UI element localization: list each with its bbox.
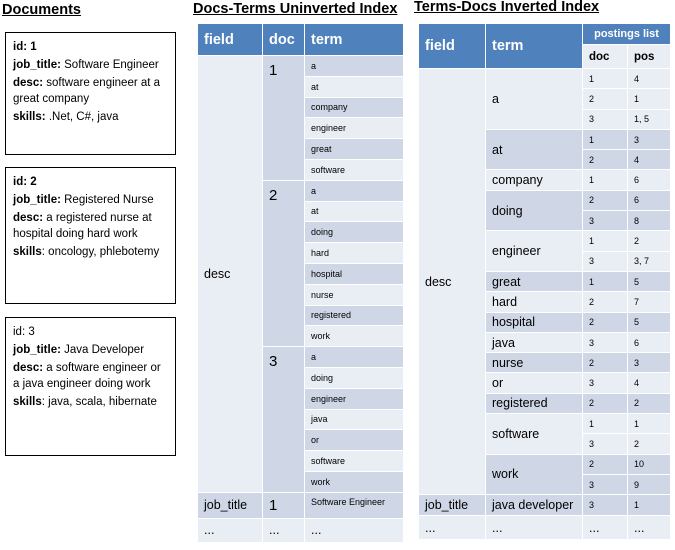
- posting-pos-cell: 3: [628, 129, 671, 149]
- inverted-index-title: Terms-Docs Inverted Index: [414, 0, 600, 15]
- posting-pos-cell: 9: [628, 474, 671, 494]
- skills-label: skills: [13, 246, 42, 258]
- doc-id-cell: 2: [263, 180, 305, 346]
- ellipsis-cell: ...: [583, 516, 628, 540]
- skills-label: skills: [13, 396, 42, 408]
- posting-doc-cell: 1: [583, 414, 628, 434]
- term-cell: hard: [305, 243, 404, 264]
- id-value: 2: [30, 176, 37, 188]
- document-card-2: [5, 167, 176, 304]
- doc-header: doc: [583, 45, 628, 69]
- posting-doc-cell: 2: [583, 89, 628, 109]
- desc-label: desc:: [13, 77, 44, 89]
- term-cell: doing: [305, 222, 404, 243]
- term-cell: software: [305, 159, 404, 180]
- document-card-1: [5, 32, 176, 155]
- term-cell: doing: [486, 190, 583, 231]
- uninverted-job-title-row: [198, 492, 404, 518]
- ellipsis-cell: ...: [198, 518, 263, 542]
- posting-pos-cell: 1: [628, 414, 671, 434]
- posting-pos-cell: 5: [628, 312, 671, 332]
- posting-doc-cell: 2: [583, 150, 628, 170]
- uninverted-ellipsis-row: [198, 518, 404, 542]
- inverted-row: [419, 69, 671, 89]
- posting-pos-cell: 1, 5: [628, 109, 671, 129]
- term-cell: engineer: [305, 388, 404, 409]
- term-cell: java: [305, 409, 404, 430]
- posting-doc-cell: 3: [583, 373, 628, 393]
- posting-pos-cell: 8: [628, 211, 671, 231]
- posting-doc-cell: 1: [583, 231, 628, 251]
- term-cell: hospital: [486, 312, 583, 332]
- term-header: term: [305, 24, 404, 56]
- id-value: 1: [30, 41, 37, 53]
- posting-doc-cell: 1: [583, 170, 628, 190]
- posting-doc-cell: 1: [583, 129, 628, 149]
- job-title-value: Java Developer: [64, 344, 145, 356]
- inverted-job-title-row: [419, 495, 671, 516]
- term-cell: a: [305, 180, 404, 201]
- pos-header: pos: [628, 45, 671, 69]
- ellipsis-cell: ...: [305, 518, 404, 542]
- term-cell: java developer: [486, 495, 583, 516]
- posting-doc-cell: 2: [583, 312, 628, 332]
- term-cell: a: [305, 347, 404, 368]
- posting-pos-cell: 3: [628, 353, 671, 373]
- posting-doc-cell: 1: [583, 69, 628, 89]
- posting-pos-cell: 5: [628, 271, 671, 291]
- term-cell: company: [486, 170, 583, 190]
- inverted-index-table: [418, 23, 671, 540]
- posting-doc-cell: 3: [583, 434, 628, 454]
- term-cell: or: [305, 430, 404, 451]
- field-header: field: [419, 24, 486, 69]
- term-cell: nurse: [305, 284, 404, 305]
- uninverted-index-table: [197, 23, 404, 543]
- posting-doc-cell: 2: [583, 190, 628, 210]
- term-cell: a: [305, 56, 404, 77]
- skills-value: : oncology, phlebotemy: [41, 246, 160, 258]
- posting-doc-cell: 2: [583, 292, 628, 312]
- skills-label: skills:: [13, 111, 46, 123]
- ellipsis-cell: ...: [486, 516, 583, 540]
- doc-header: doc: [263, 24, 305, 56]
- doc-id-cell: 3: [263, 347, 305, 493]
- id-value: 3: [28, 326, 35, 338]
- id-label: id:: [13, 176, 28, 188]
- posting-pos-cell: 6: [628, 170, 671, 190]
- posting-pos-cell: 4: [628, 373, 671, 393]
- desc-value: software engineer at a great company: [13, 77, 161, 105]
- field-header: field: [198, 24, 263, 56]
- desc-label: desc:: [13, 212, 44, 224]
- term-cell: at: [305, 201, 404, 222]
- posting-pos-cell: 10: [628, 454, 671, 474]
- desc-label: desc:: [13, 362, 44, 374]
- posting-pos-cell: 2: [628, 434, 671, 454]
- postings-list-header: postings list: [583, 24, 671, 45]
- term-cell: or: [486, 373, 583, 393]
- posting-pos-cell: 4: [628, 150, 671, 170]
- term-cell: registered: [486, 393, 583, 413]
- term-cell: work: [305, 326, 404, 347]
- ellipsis-cell: ...: [628, 516, 671, 540]
- posting-pos-cell: 1: [628, 89, 671, 109]
- term-cell: nurse: [486, 353, 583, 373]
- term-cell: software: [486, 414, 583, 455]
- field-desc-cell: desc: [198, 56, 263, 493]
- posting-pos-cell: 4: [628, 69, 671, 89]
- posting-pos-cell: 3, 7: [628, 251, 671, 271]
- id-label: id:: [13, 326, 26, 338]
- term-cell: engineer: [486, 231, 583, 272]
- document-card-3: [5, 317, 176, 456]
- term-cell: doing: [305, 367, 404, 388]
- term-cell: at: [305, 76, 404, 97]
- term-cell: software: [305, 451, 404, 472]
- term-cell: a: [486, 69, 583, 130]
- term-cell: at: [486, 129, 583, 170]
- term-cell: hard: [486, 292, 583, 312]
- term-cell: registered: [305, 305, 404, 326]
- field-job-title-cell: job_title: [419, 495, 486, 516]
- term-cell: engineer: [305, 118, 404, 139]
- posting-doc-cell: 1: [583, 271, 628, 291]
- term-cell: hospital: [305, 263, 404, 284]
- skills-value: : java, scala, hibernate: [41, 396, 157, 408]
- desc-value: a registered nurse at hospital doing hard work: [13, 212, 152, 240]
- posting-doc-cell: 3: [583, 495, 628, 516]
- uninverted-index-title: Docs-Terms Uninverted Index: [193, 1, 398, 17]
- posting-pos-cell: 6: [628, 190, 671, 210]
- term-cell: Software Engineer: [305, 492, 404, 518]
- posting-pos-cell: 1: [628, 495, 671, 516]
- documents-title: Documents: [2, 2, 81, 18]
- id-label: id:: [13, 41, 28, 53]
- ellipsis-cell: ...: [419, 516, 486, 540]
- job-title-label: job_title:: [13, 344, 61, 356]
- term-cell: great: [305, 139, 404, 160]
- term-cell: java: [486, 332, 583, 352]
- inverted-ellipsis-row: [419, 516, 671, 540]
- posting-doc-cell: 3: [583, 109, 628, 129]
- posting-pos-cell: 6: [628, 332, 671, 352]
- posting-doc-cell: 3: [583, 251, 628, 271]
- job-title-value: Software Engineer: [64, 59, 159, 71]
- posting-pos-cell: 7: [628, 292, 671, 312]
- term-cell: work: [486, 454, 583, 495]
- term-header: term: [486, 24, 583, 69]
- field-job-title-cell: job_title: [198, 492, 263, 518]
- posting-doc-cell: 3: [583, 211, 628, 231]
- term-cell: great: [486, 271, 583, 291]
- field-desc-cell: desc: [419, 69, 486, 495]
- posting-doc-cell: 3: [583, 474, 628, 494]
- desc-value: a software engineer or a java engineer doing work: [13, 362, 161, 390]
- posting-pos-cell: 2: [628, 393, 671, 413]
- term-cell: work: [305, 471, 404, 492]
- job-title-value: Registered Nurse: [64, 194, 154, 206]
- ellipsis-cell: ...: [263, 518, 305, 542]
- doc-id-cell: 1: [263, 56, 305, 181]
- job-title-label: job_title:: [13, 59, 61, 71]
- job-title-label: job_title:: [13, 194, 61, 206]
- doc-id-cell: 1: [263, 492, 305, 518]
- uninverted-row: [198, 56, 404, 77]
- posting-doc-cell: 2: [583, 454, 628, 474]
- posting-pos-cell: 2: [628, 231, 671, 251]
- term-cell: company: [305, 97, 404, 118]
- posting-doc-cell: 2: [583, 393, 628, 413]
- skills-value: .Net, C#, java: [48, 111, 119, 123]
- posting-doc-cell: 3: [583, 332, 628, 352]
- posting-doc-cell: 2: [583, 353, 628, 373]
